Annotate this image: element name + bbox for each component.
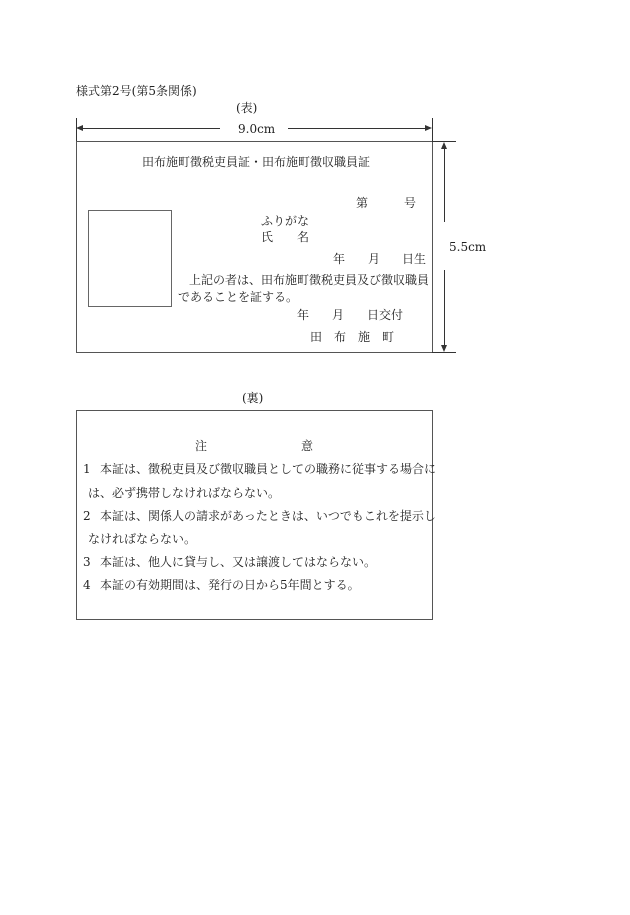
- photo-area: [88, 210, 172, 307]
- furigana-label: ふりがな: [261, 214, 310, 228]
- form-title: 様式第2号(第5条関係): [76, 84, 197, 98]
- statement-line1: 上記の者は、田布施町徴税吏員及び徴収職員: [189, 273, 430, 287]
- width-label: 9.0cm: [238, 122, 276, 136]
- height-label: 5.5cm: [449, 240, 487, 254]
- statement-line2: であることを証する。: [178, 290, 299, 304]
- issued-year: 年: [297, 308, 310, 322]
- card-title: 田布施町徴税吏員証・田布施町徴収職員証: [142, 155, 371, 169]
- issued-month: 月: [332, 308, 345, 322]
- number-prefix: 第: [356, 196, 369, 210]
- birth-month: 月: [368, 252, 381, 266]
- notice-heading-2: 意: [301, 439, 314, 453]
- notice-heading-1: 注: [195, 439, 208, 453]
- front-label: (表): [236, 101, 258, 115]
- back-label: (裏): [242, 391, 264, 405]
- issued-day: 日交付: [367, 308, 404, 322]
- number-suffix: 号: [404, 196, 417, 210]
- birth-year: 年: [333, 252, 346, 266]
- issuer: 田 布 施 町: [310, 330, 395, 344]
- name-label: 氏 名: [261, 230, 310, 244]
- birth-day: 日生: [402, 252, 427, 266]
